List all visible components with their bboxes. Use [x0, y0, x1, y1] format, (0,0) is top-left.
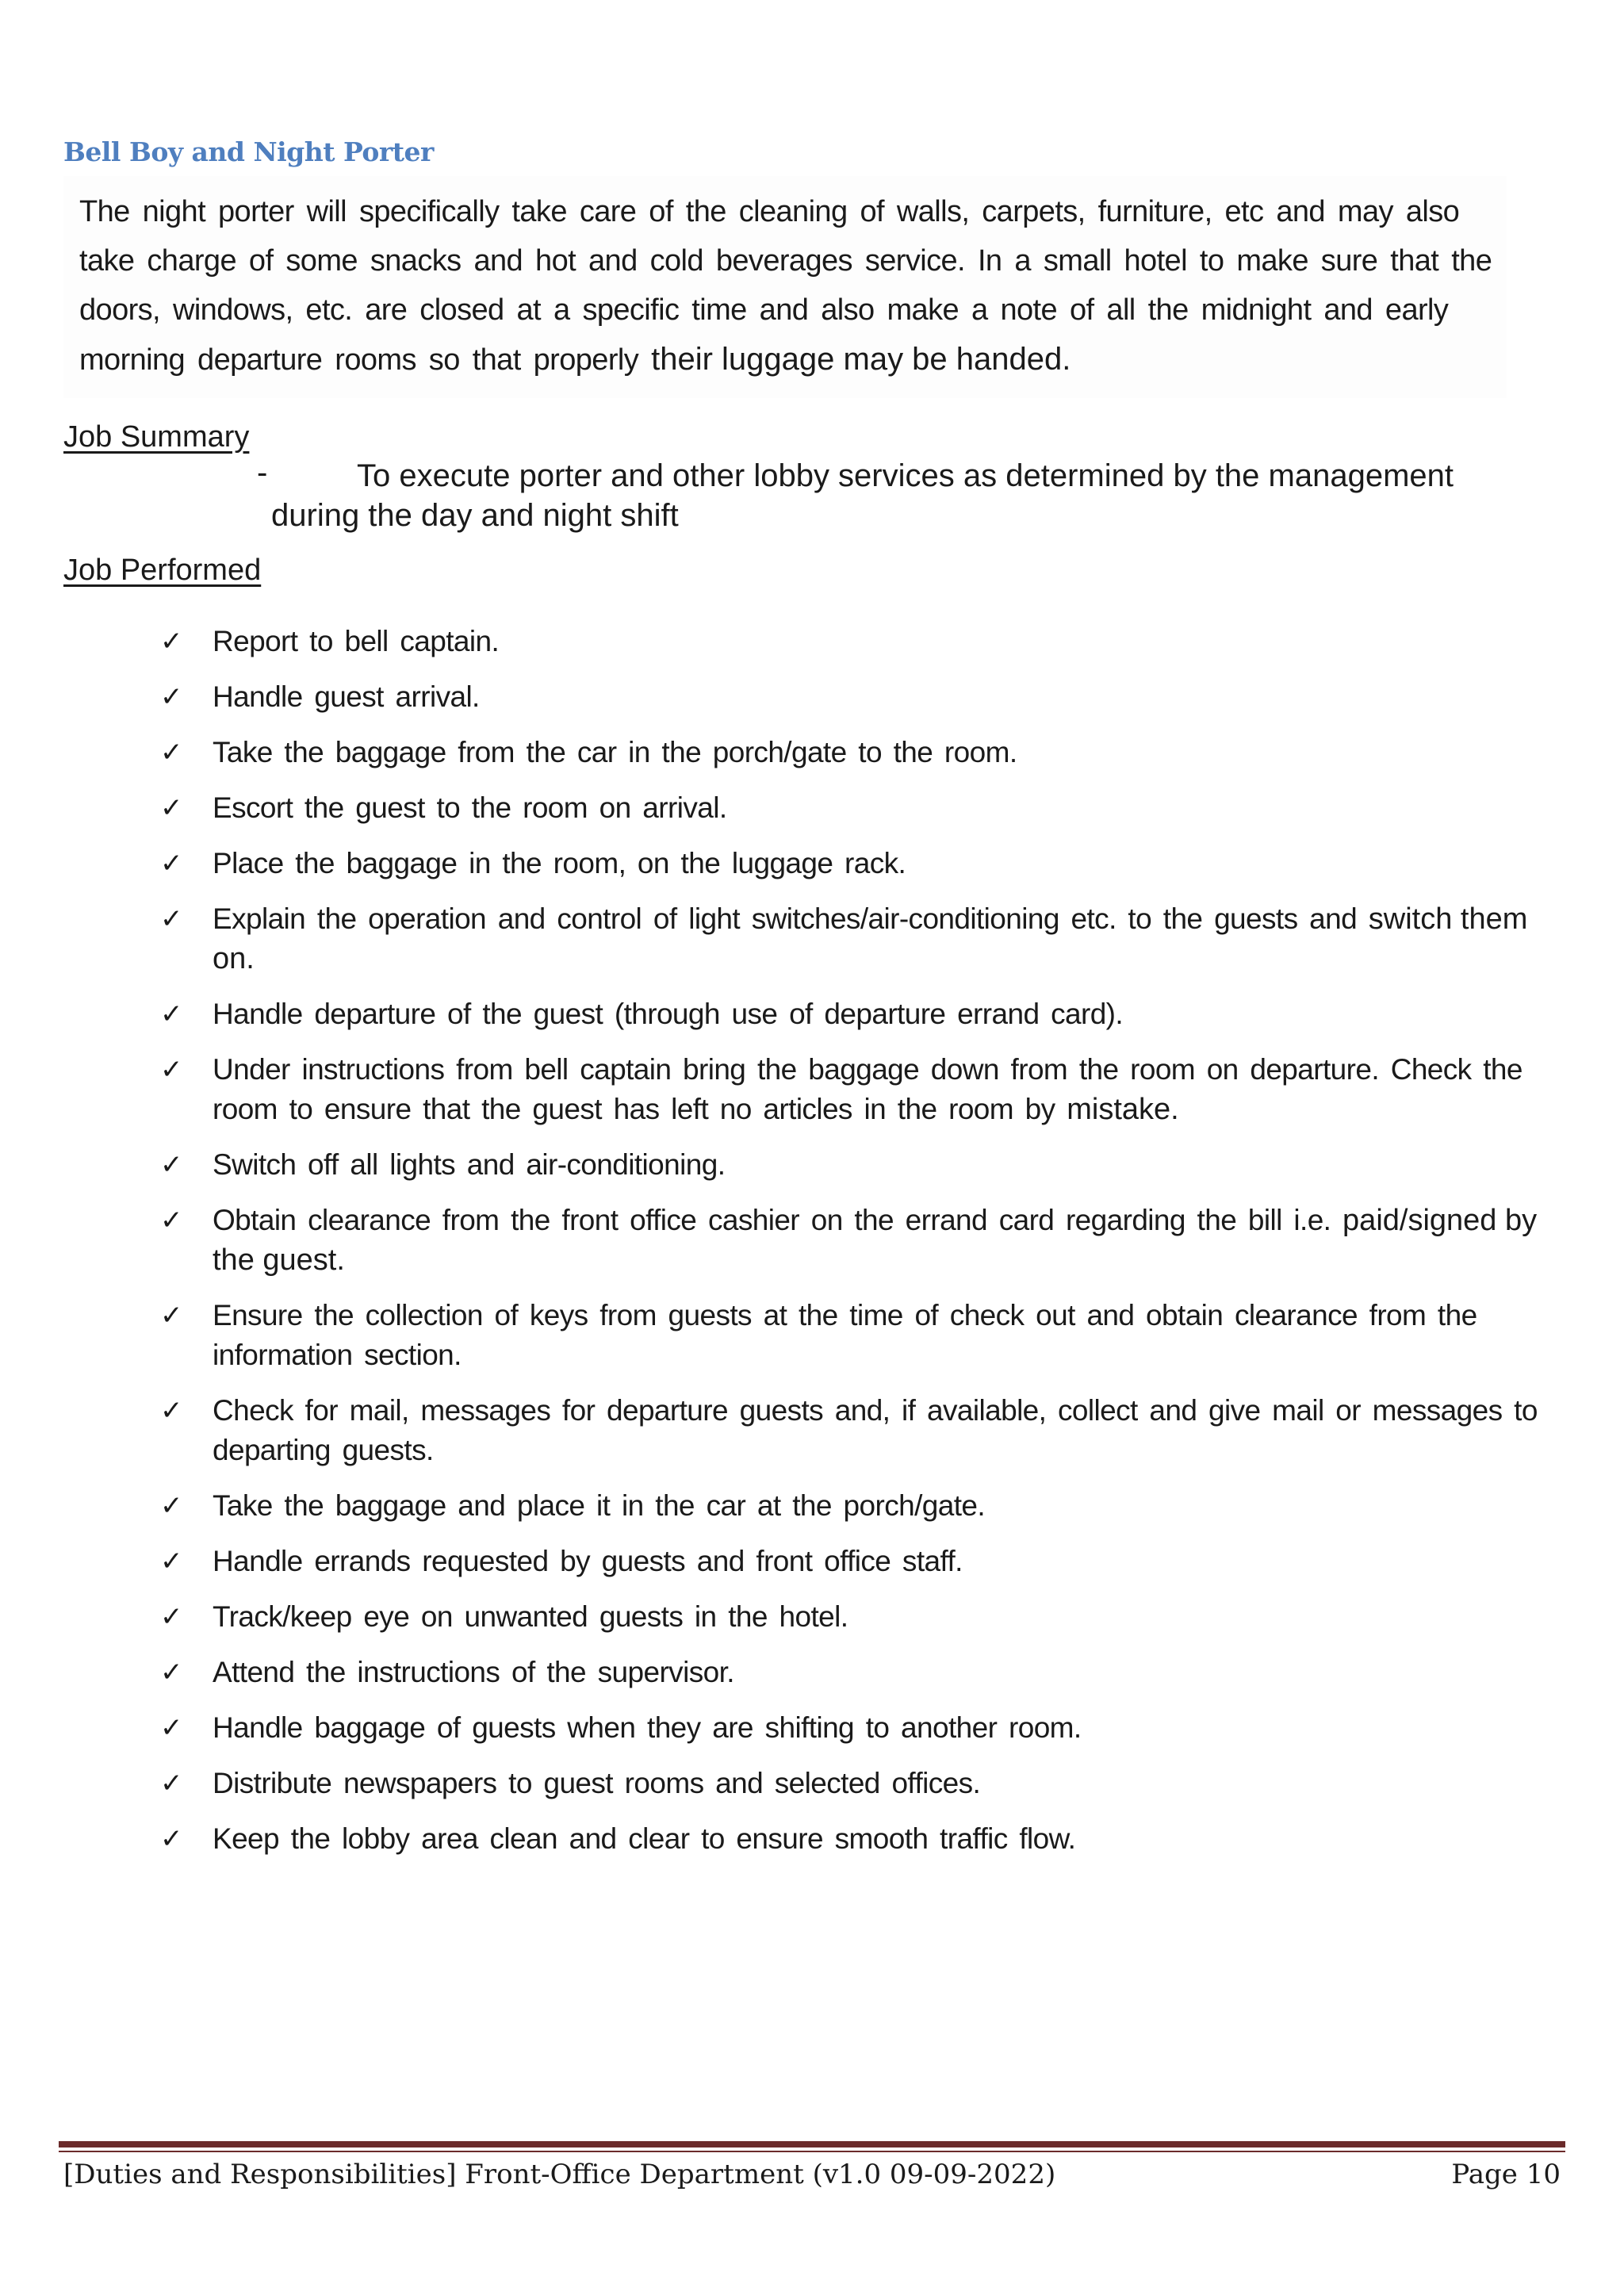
checkmark-icon: ✓ — [160, 1657, 182, 1688]
section-heading: Bell Boy and Night Porter — [63, 136, 434, 167]
job-summary-heading: Job Summary — [63, 420, 250, 454]
checkmark-icon: ✓ — [160, 1601, 182, 1633]
list-item — [160, 1486, 1540, 1526]
checkmark-icon: ✓ — [160, 1149, 182, 1181]
list-item — [160, 1145, 1540, 1185]
list-item — [160, 733, 1540, 772]
duty-text: Keep the lobby area clean and clear to ensure smooth traffic flow. — [213, 1822, 1076, 1855]
list-item — [160, 844, 1540, 883]
duty-text-tail: paid/signed by the guest. — [213, 1204, 1538, 1277]
list-item — [160, 677, 1540, 717]
checkmark-icon: ✓ — [160, 998, 182, 1030]
duty-text: Check for mail, messages for departure guests and, if available, collect and give mail or messages to departing guests. — [213, 1394, 1538, 1466]
footer-rule — [59, 2141, 1565, 2147]
duty-text: Take the baggage from the car in the porch/gate to the room. — [213, 736, 1017, 768]
list-item — [160, 1296, 1540, 1375]
duty-text: Report to bell captain. — [213, 625, 500, 657]
intro-paragraph — [79, 187, 1507, 385]
list-item — [160, 1653, 1540, 1692]
checkmark-icon: ✓ — [160, 1712, 182, 1744]
duty-text: Obtain clearance from the front office cashier on the errand card regarding the bill i.e. — [213, 1204, 1331, 1236]
duty-text: Place the baggage in the room, on the luggage rack. — [213, 847, 906, 879]
intro-text: The night porter will specifically take care of the cleaning of walls, carpets, furniture, etc and may also take charge of some snacks and hot and cold beverages service. In a small hotel to make sure that the doors, windows, etc. are closed at a specific time and also make a note of all the midnight and early morning departure rooms so that properly — [79, 195, 1492, 377]
list-item — [160, 1542, 1540, 1581]
checkmark-icon: ✓ — [160, 848, 182, 879]
list-item — [160, 1201, 1540, 1280]
checkmark-icon: ✓ — [160, 1490, 182, 1522]
duty-text: Attend the instructions of the supervisor. — [213, 1656, 734, 1688]
duty-text-tail: mistake. — [1067, 1093, 1179, 1126]
list-item — [160, 1050, 1540, 1129]
list-item — [160, 1391, 1540, 1470]
checkmark-icon: ✓ — [160, 1823, 182, 1855]
list-item — [160, 1708, 1540, 1748]
intro-tail: their luggage may be handed. — [651, 342, 1071, 377]
duty-text: Handle errands requested by guests and front office staff. — [213, 1545, 963, 1577]
checkmark-icon: ✓ — [160, 681, 182, 713]
duty-text: Under instructions from bell captain bring the baggage down from the room on departure. Check the room to ensure that the guest has left no articles in the room by — [213, 1053, 1522, 1125]
job-summary-text: To execute porter and other lobby services as determined by the management during the day and night shift — [271, 458, 1454, 533]
list-item — [160, 788, 1540, 828]
duty-text: Explain the operation and control of light switches/air-conditioning etc. to the guests and — [213, 902, 1358, 935]
checkmark-icon: ✓ — [160, 1300, 182, 1331]
summary-bullet: - — [257, 455, 268, 490]
footer-page-number: Page 10 — [1451, 2159, 1561, 2190]
duty-text: Track/keep eye on unwanted guests in the hotel. — [213, 1600, 848, 1633]
checkmark-icon: ✓ — [160, 1395, 182, 1427]
list-item — [160, 1597, 1540, 1637]
duty-text: Handle departure of the guest (through use of departure errand card). — [213, 998, 1124, 1030]
job-performed-heading: Job Performed — [63, 554, 262, 587]
list-item — [160, 1764, 1540, 1803]
list-item — [160, 994, 1540, 1034]
duty-text: Distribute newspapers to guest rooms and selected offices. — [213, 1767, 981, 1799]
duty-text: Handle guest arrival. — [213, 680, 480, 713]
duty-text: Handle baggage of guests when they are shifting to another room. — [213, 1711, 1082, 1744]
checkmark-icon: ✓ — [160, 737, 182, 768]
checkmark-icon: ✓ — [160, 1205, 182, 1236]
list-item — [160, 1819, 1540, 1859]
duty-text-tail: switch them on. — [213, 902, 1528, 975]
checkmark-icon: ✓ — [160, 792, 182, 824]
footer-document-title: [Duties and Responsibilities] Front-Office Department (v1.0 09-09-2022) — [63, 2159, 1056, 2190]
duty-text: Take the baggage and place it in the car at the porch/gate. — [213, 1489, 986, 1522]
checkmark-icon: ✓ — [160, 1546, 182, 1577]
duty-text: Escort the guest to the room on arrival. — [213, 791, 727, 824]
checkmark-icon: ✓ — [160, 626, 182, 657]
duties-list — [160, 622, 1540, 1875]
list-item — [160, 899, 1540, 979]
duty-text: Switch off all lights and air-conditioning. — [213, 1148, 726, 1181]
checkmark-icon: ✓ — [160, 1768, 182, 1799]
duty-text: Ensure the collection of keys from guests at the time of check out and obtain clearance from the information section. — [213, 1299, 1477, 1371]
footer-rule-thin — [59, 2151, 1565, 2152]
list-item — [160, 622, 1540, 661]
checkmark-icon: ✓ — [160, 1054, 182, 1086]
checkmark-icon: ✓ — [160, 903, 182, 935]
